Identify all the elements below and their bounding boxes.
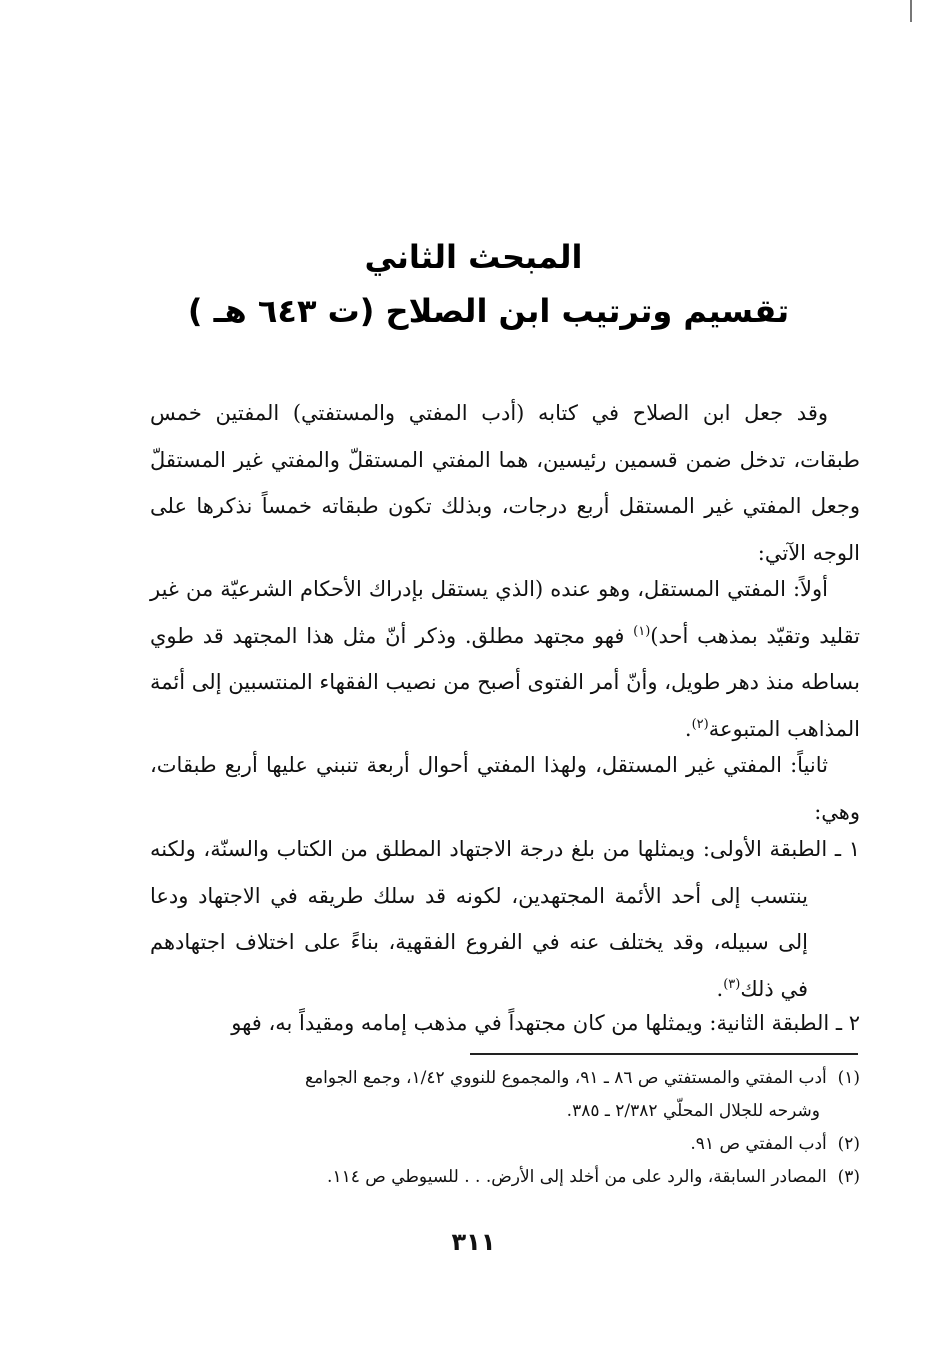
footnote-1-line-1: أدب المفتي والمستفتي ص ٨٦ ـ ٩١، والمجموع للنووي ١/٤٢، وجمع الجوامع [305, 1068, 827, 1088]
footnote-3 [150, 1161, 860, 1194]
footnote-3-number: (٣) [837, 1167, 860, 1187]
paragraph-first-category [150, 566, 860, 752]
footnote-2 [150, 1128, 860, 1161]
page-number: ٣١١ [451, 1228, 496, 1256]
footnotes-block [150, 1062, 860, 1194]
list-item-2-text: ٢ ـ الطبقة الثانية: ويمثلها من كان مجتهداً في مذهب إمامه ومقيداً به، فهو [231, 1011, 860, 1035]
paragraph-first-text-b: فهو مجتهد مطلق. وذكر أنّ مثل هذا المجتهد قد طوي بساطه منذ دهر طويل، وأنّ أمر الفتوى أصبح من نصيب الفقهاء المنتسبين إلى أئمة المذاهب المتبوعة [150, 623, 860, 741]
list-item-1-text: ١ ـ الطبقة الأولى: ويمثلها من بلغ درجة الاجتهاد المطلق من الكتاب والسنّة، ولكنه ينتسب إلى أحد الأئمة المجتهدين، لكونه قد سلك طريقه في الاجتهاد ودعا إلى سبيله، وقد يختلف عنه في الفروع الفقهية، بناءً على اختلاف اجتهادهم في ذلك [150, 837, 860, 1001]
section-title: تقسيم وترتيب ابن الصلاح (ت ٦٤٣ هـ ) [187, 292, 790, 330]
paragraph-first-end: . [684, 716, 692, 741]
footnote-1-line-2: وشرحه للجلال المحلّي ٢/٣٨٢ ـ ٣٨٥. [566, 1101, 820, 1121]
footnote-2-number: (٢) [837, 1134, 860, 1154]
footnote-ref-3[interactable]: (٣) [723, 976, 741, 992]
list-item-level-1 [150, 826, 860, 1012]
footnote-ref-1[interactable]: (١) [633, 623, 651, 639]
footnote-2-text: أدب المفتي ص ٩١. [690, 1134, 827, 1154]
footnote-1-continuation [150, 1095, 860, 1128]
section-heading: المبحث الثاني [364, 238, 583, 276]
list-item-1-end: . [716, 976, 724, 1001]
paragraph-second-text: ثانياً: المفتي غير المستقل، ولهذا المفتي أحوال أربعة تنبني عليها أربع طبقات، وهي: [150, 753, 860, 824]
scan-edge-mark [910, 0, 926, 22]
footnote-1-number: (١) [837, 1068, 860, 1088]
footnote-3-text: المصادر السابقة، والرد على من أخلد إلى الأرض. . . للسيوطي ص ١١٤. [327, 1167, 827, 1187]
footnote-separator [470, 1053, 858, 1055]
paragraph-intro-text: وقد جعل ابن الصلاح في كتابه (أدب المفتي والمستفتي) المفتين خمس طبقات، تدخل ضمن قسمين رئيسين، هما المفتي المستقلّ والمفتي غير المستقلّ وجعل المفتي غير المستقل أربع درجات، وبذلك تكون طبقاته خمساً نذكرها على الوجه الآتي: [150, 401, 861, 565]
paragraph-first-text-a: أولاً: المفتي المستقل، وهو عنده (الذي يستقل بإدراك الأحكام الشرعيّة من غير تقليد وتقيّد بمذهب أحد) [150, 577, 860, 648]
paragraph-intro [150, 390, 860, 576]
footnote-ref-2[interactable]: (٢) [691, 716, 709, 732]
paragraph-second-category [150, 742, 860, 835]
footnote-1 [150, 1062, 860, 1095]
list-item-level-2 [150, 1000, 860, 1047]
